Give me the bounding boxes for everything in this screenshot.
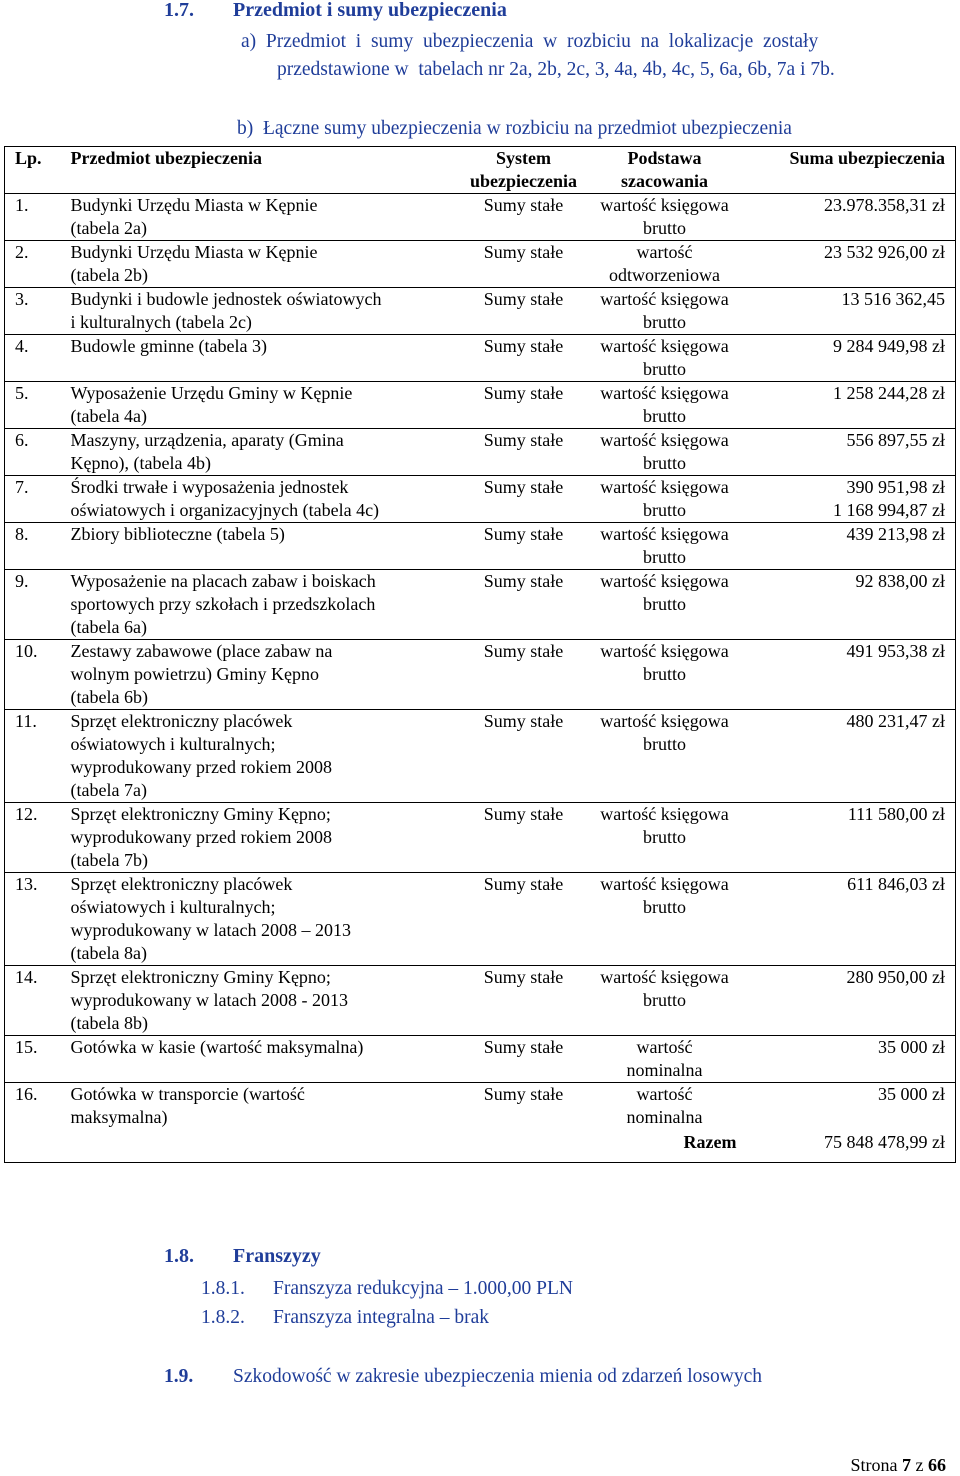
row-basis: wartość księgowa brutto bbox=[585, 288, 745, 335]
table-row bbox=[5, 523, 956, 570]
franchise-item-text: Franszyza redukcyjna – 1.000,00 PLN bbox=[273, 1278, 574, 1299]
table-row bbox=[5, 640, 956, 710]
row-basis: wartość księgowa brutto bbox=[585, 523, 745, 570]
row-sum: 390 951,98 zł 1 168 994,87 zł bbox=[745, 476, 956, 523]
row-basis: wartość księgowa brutto bbox=[585, 570, 745, 640]
table-row bbox=[5, 241, 956, 288]
franchise-item-2 bbox=[201, 1303, 489, 1332]
table-row bbox=[5, 429, 956, 476]
row-basis: wartość księgowa brutto bbox=[585, 476, 745, 523]
footer-current-page: 7 bbox=[902, 1455, 911, 1475]
total-label: Razem bbox=[683, 1132, 737, 1152]
row-sum: 611 846,03 zł bbox=[745, 873, 956, 966]
row-item: Środki trwałe i wyposażenia jednostek oświatowych i organizacyjnych (tabela 4c) bbox=[71, 476, 463, 523]
table-row bbox=[5, 382, 956, 429]
row-number: 5. bbox=[5, 382, 71, 429]
table-row bbox=[5, 288, 956, 335]
row-basis: wartość księgowa brutto bbox=[585, 194, 745, 241]
franchise-item-number: 1.8.2. bbox=[201, 1307, 245, 1328]
row-item: Wyposażenie na placach zabaw i boiskach sportowych przy szkołach i przedszkolach (tabela 6a) bbox=[71, 570, 463, 640]
row-item: Sprzęt elektroniczny placówek oświatowych i kulturalnych; wyprodukowany w latach 2008 – 2013 (tabela 8a) bbox=[71, 873, 463, 966]
row-system: Sumy stałe bbox=[463, 1083, 585, 1130]
row-item: Zestawy zabawowe (place zabaw na wolnym powietrzu) Gminy Kępno (tabela 6b) bbox=[71, 640, 463, 710]
row-system: Sumy stałe bbox=[463, 476, 585, 523]
table-row bbox=[5, 873, 956, 966]
footer-total-pages: 66 bbox=[928, 1455, 946, 1475]
row-basis: wartość księgowa brutto bbox=[585, 640, 745, 710]
row-sum: 556 897,55 zł bbox=[745, 429, 956, 476]
row-sum: 23.978.358,31 zł bbox=[745, 194, 956, 241]
section-title: Przedmiot i sumy ubezpieczenia bbox=[233, 0, 507, 21]
header-basis: Podstawa szacowania bbox=[621, 148, 708, 191]
total-value: 75 848 478,99 zł bbox=[824, 1132, 945, 1152]
header-system: System ubezpieczenia bbox=[470, 148, 577, 191]
row-system: Sumy stałe bbox=[463, 966, 585, 1036]
header-sum: Suma ubezpieczenia bbox=[789, 148, 945, 168]
table-row bbox=[5, 1036, 956, 1083]
row-sum: 92 838,00 zł bbox=[745, 570, 956, 640]
row-number: 4. bbox=[5, 335, 71, 382]
row-item: Budynki Urzędu Miasta w Kępnie (tabela 2b) bbox=[71, 241, 463, 288]
row-number: 15. bbox=[5, 1036, 71, 1083]
table-row bbox=[5, 1083, 956, 1130]
footer-separator: z bbox=[911, 1455, 928, 1475]
section-heading-1-7 bbox=[164, 0, 507, 22]
row-sum: 13 516 362,45 bbox=[745, 288, 956, 335]
table-row bbox=[5, 194, 956, 241]
row-system: Sumy stałe bbox=[463, 640, 585, 710]
row-sum: 280 950,00 zł bbox=[745, 966, 956, 1036]
row-system: Sumy stałe bbox=[463, 523, 585, 570]
row-item: Budowle gminne (tabela 3) bbox=[71, 335, 463, 382]
section-number: 1.8. bbox=[164, 1245, 194, 1267]
row-system: Sumy stałe bbox=[463, 335, 585, 382]
row-item: Sprzęt elektroniczny placówek oświatowych i kulturalnych; wyprodukowany przed rokiem 2008 (tabela 7a) bbox=[71, 710, 463, 803]
row-item: Gotówka w transporcie (wartość maksymalna) bbox=[71, 1083, 463, 1130]
row-basis: wartość księgowa brutto bbox=[585, 803, 745, 873]
row-item: Budynki Urzędu Miasta w Kępnie (tabela 2a) bbox=[71, 194, 463, 241]
row-system: Sumy stałe bbox=[463, 382, 585, 429]
table-header-row bbox=[5, 147, 956, 194]
paragraph-a-line2: przedstawione w tabelach nr 2a, 2b, 2c, 3, 4a, 4b, 4c, 5, 6a, 6b, 7a i 7b. bbox=[277, 59, 835, 80]
row-system: Sumy stałe bbox=[463, 429, 585, 476]
row-system: Sumy stałe bbox=[463, 803, 585, 873]
franchise-item-text: Franszyza integralna – brak bbox=[273, 1307, 490, 1328]
total-row bbox=[5, 1129, 956, 1163]
table-row bbox=[5, 335, 956, 382]
row-basis: wartość nominalna bbox=[585, 1083, 745, 1130]
row-sum: 1 258 244,28 zł bbox=[745, 382, 956, 429]
row-item: Sprzęt elektroniczny Gminy Kępno; wyprodukowany przed rokiem 2008 (tabela 7b) bbox=[71, 803, 463, 873]
row-sum: 491 953,38 zł bbox=[745, 640, 956, 710]
table-row bbox=[5, 966, 956, 1036]
row-number: 7. bbox=[5, 476, 71, 523]
header-lp: Lp. bbox=[15, 148, 42, 168]
section-number: 1.7. bbox=[164, 0, 194, 21]
row-basis: wartość księgowa brutto bbox=[585, 429, 745, 476]
row-item: Wyposażenie Urzędu Gminy w Kępnie (tabela 4a) bbox=[71, 382, 463, 429]
row-number: 2. bbox=[5, 241, 71, 288]
section-title: Franszyzy bbox=[233, 1245, 321, 1267]
row-basis: wartość księgowa brutto bbox=[585, 710, 745, 803]
row-sum: 9 284 949,98 zł bbox=[745, 335, 956, 382]
row-system: Sumy stałe bbox=[463, 288, 585, 335]
section-heading-1-8 bbox=[164, 1245, 321, 1268]
row-system: Sumy stałe bbox=[463, 710, 585, 803]
row-basis: wartość nominalna bbox=[585, 1036, 745, 1083]
row-number: 14. bbox=[5, 966, 71, 1036]
row-basis: wartość księgowa brutto bbox=[585, 873, 745, 966]
table-row bbox=[5, 570, 956, 640]
paragraph-b: b) Łączne sumy ubezpieczenia w rozbiciu na przedmiot ubezpieczenia bbox=[237, 118, 792, 139]
row-basis: wartość księgowa brutto bbox=[585, 382, 745, 429]
row-sum: 111 580,00 zł bbox=[745, 803, 956, 873]
row-sum: 23 532 926,00 zł bbox=[745, 241, 956, 288]
row-system: Sumy stałe bbox=[463, 194, 585, 241]
row-system: Sumy stałe bbox=[463, 873, 585, 966]
section-heading-1-9 bbox=[164, 1362, 762, 1391]
row-number: 9. bbox=[5, 570, 71, 640]
row-item: Sprzęt elektroniczny Gminy Kępno; wyprodukowany w latach 2008 - 2013 (tabela 8b) bbox=[71, 966, 463, 1036]
row-basis: wartość księgowa brutto bbox=[585, 966, 745, 1036]
section-title: Szkodowość w zakresie ubezpieczenia mienia od zdarzeń losowych bbox=[233, 1366, 762, 1387]
page-footer bbox=[851, 1455, 947, 1476]
footer-prefix: Strona bbox=[850, 1455, 902, 1475]
franchise-item-number: 1.8.1. bbox=[201, 1278, 245, 1299]
row-number: 12. bbox=[5, 803, 71, 873]
table-row bbox=[5, 710, 956, 803]
table-row bbox=[5, 476, 956, 523]
row-number: 10. bbox=[5, 640, 71, 710]
row-basis: wartość księgowa brutto bbox=[585, 335, 745, 382]
section-number: 1.9. bbox=[164, 1366, 194, 1387]
franchise-item-1 bbox=[201, 1274, 573, 1303]
row-sum: 480 231,47 zł bbox=[745, 710, 956, 803]
row-number: 11. bbox=[5, 710, 71, 803]
row-system: Sumy stałe bbox=[463, 1036, 585, 1083]
row-number: 13. bbox=[5, 873, 71, 966]
row-number: 8. bbox=[5, 523, 71, 570]
row-number: 6. bbox=[5, 429, 71, 476]
row-sum: 35 000 zł bbox=[745, 1036, 956, 1083]
row-item: Maszyny, urządzenia, aparaty (Gmina Kępno), (tabela 4b) bbox=[71, 429, 463, 476]
row-basis: wartość odtworzeniowa bbox=[585, 241, 745, 288]
row-system: Sumy stałe bbox=[463, 241, 585, 288]
insurance-sums-table bbox=[4, 146, 956, 1163]
paragraph-a-line1: a) Przedmiot i sumy ubezpieczenia w rozbiciu na lokalizacje zostały bbox=[241, 31, 819, 52]
table-row bbox=[5, 803, 956, 873]
header-item: Przedmiot ubezpieczenia bbox=[70, 148, 262, 168]
row-number: 16. bbox=[5, 1083, 71, 1130]
row-item: Budynki i budowle jednostek oświatowych i kulturalnych (tabela 2c) bbox=[71, 288, 463, 335]
row-system: Sumy stałe bbox=[463, 570, 585, 640]
row-sum: 439 213,98 zł bbox=[745, 523, 956, 570]
row-number: 3. bbox=[5, 288, 71, 335]
row-sum: 35 000 zł bbox=[745, 1083, 956, 1130]
row-item: Zbiory biblioteczne (tabela 5) bbox=[71, 523, 463, 570]
row-number: 1. bbox=[5, 194, 71, 241]
row-item: Gotówka w kasie (wartość maksymalna) bbox=[71, 1036, 463, 1083]
